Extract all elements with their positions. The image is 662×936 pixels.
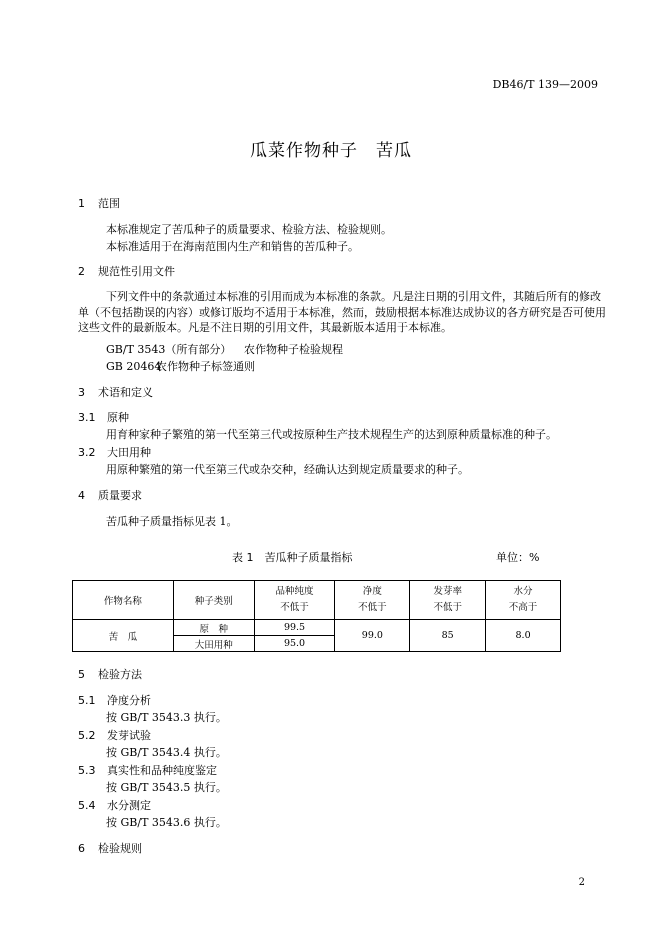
term-3-1-definition: 用育种家种子繁殖的第一代至第三代或按原种生产技术规程生产的达到原种质量标准的种子。	[106, 428, 557, 441]
cell-seed-type: 原 种	[173, 620, 254, 636]
section-1-para-2: 本标准适用于在海南范围内生产和销售的苦瓜种子。	[106, 240, 359, 253]
cell-purity: 95.0	[254, 636, 335, 652]
cell-clean: 99.0	[335, 620, 410, 652]
section-6-heading: 6 检验规则	[78, 842, 142, 855]
section-1-heading: 1 范围	[78, 197, 120, 210]
section-2-para: 下列文件中的条款通过本标准的引用而成为本标准的条款。凡是注日期的引用文件，其随后所有的修改单（不包括勘误的内容）或修订版均不适用于本标准，然而，鼓励根据本标准达成协议的各方研究是否可使用这些文件的最新版本。凡是不注日期的引用文件，其最新版本适用于本标准。	[78, 290, 606, 334]
table-header-row	[73, 581, 561, 620]
term-3-1-heading: 3.1 原种	[78, 411, 129, 424]
quality-table	[72, 580, 561, 652]
table-unit: 单位：%	[496, 551, 540, 564]
cell-crop: 苦 瓜	[73, 620, 174, 652]
section-3-heading: 3 术语和定义	[78, 386, 153, 399]
term-3-2-definition: 用原种繁殖的第一代至第三代或杂交种，经确认达到规定质量要求的种子。	[106, 463, 469, 476]
section-2-heading: 2 规范性引用文件	[78, 265, 175, 278]
subsection-5-1-text: 按 GB/T 3543.3 执行。	[106, 711, 227, 724]
table-row	[73, 620, 561, 636]
subsection-5-2-text: 按 GB/T 3543.4 执行。	[106, 746, 227, 759]
page-number: 2	[578, 877, 585, 888]
subsection-5-3-heading: 5.3 真实性和品种纯度鉴定	[78, 764, 217, 777]
header-crop: 作物名称	[73, 581, 174, 620]
section-1-para-1: 本标准规定了苦瓜种子的质量要求、检验方法、检验规则。	[106, 223, 392, 236]
header-moisture: 水分 不高于	[486, 581, 561, 620]
header-seed-type: 种子类别	[173, 581, 254, 620]
cell-moisture: 8.0	[486, 620, 561, 652]
cell-seed-type: 大田用种	[173, 636, 254, 652]
standard-code: DB46/T 139—2009	[492, 78, 598, 91]
normative-reference: GB/T 3543（所有部分） 农作物种子检验规程	[106, 343, 343, 356]
section-4-heading: 4 质量要求	[78, 489, 142, 502]
section-5-heading: 5 检验方法	[78, 668, 142, 681]
subsection-5-1-heading: 5.1 净度分析	[78, 694, 151, 707]
header-purity: 品种纯度 不低于	[254, 581, 335, 620]
term-3-2-heading: 3.2 大田用种	[78, 446, 151, 459]
subsection-5-4-text: 按 GB/T 3543.6 执行。	[106, 816, 227, 829]
header-clean: 净度 不低于	[335, 581, 410, 620]
subsection-5-4-heading: 5.4 水分测定	[78, 799, 151, 812]
document-title: 瓜菜作物种子 苦瓜	[250, 141, 412, 161]
subsection-5-3-text: 按 GB/T 3543.5 执行。	[106, 781, 227, 794]
cell-purity: 99.5	[254, 620, 335, 636]
table-caption: 表 1 苦瓜种子质量指标	[232, 551, 353, 564]
section-4-para: 苦瓜种子质量指标见表 1。	[106, 515, 238, 528]
header-germination: 发芽率 不低于	[410, 581, 486, 620]
cell-germination: 85	[410, 620, 486, 652]
normative-reference: GB 20464农作物种子标签通则	[106, 360, 255, 373]
subsection-5-2-heading: 5.2 发芽试验	[78, 729, 151, 742]
